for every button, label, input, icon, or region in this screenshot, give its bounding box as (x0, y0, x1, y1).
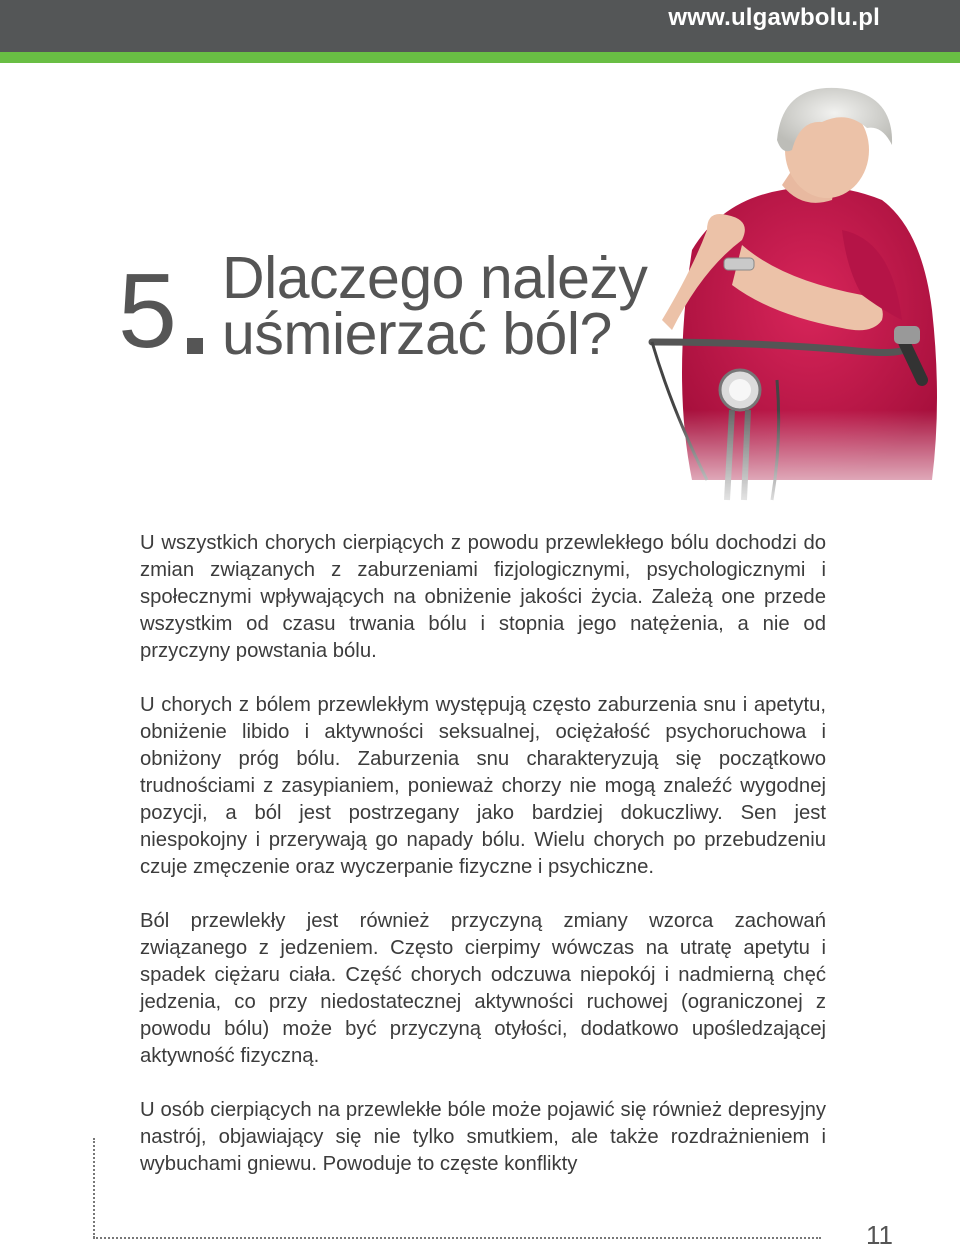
chapter-number: 5 (118, 252, 175, 370)
chapter-number-dot (187, 338, 203, 354)
paragraph-3: Ból przewlekły jest również przyczyną zmiany wzorca zachowań związanego z jedzeniem. Często cierpimy wówczas na utratę apetytu i spadek ciężaru ciała. Część chorych odczuwa niepokój i nadmierną chęć jedzenia, co przy niedostatecznej aktywności ruchowej (ograniczonej z powodu bólu) może być przyczyną otyłości, dodatkowo upośledzającej aktywność fizyczną. (140, 910, 826, 1067)
paragraph-2: U chorych z bólem przewlekłym występują często zaburzenia snu i apetytu, obniżenie libido i aktywności seksualnej, ociężałość psychoruchowa i obniżony próg bólu. Zaburzenia snu charakteryzują się początkowo trudnościami z zasypianiem, ponieważ chorzy nie mogą znaleźć wygodnej pozycji, a ból jest postrzegany jako bardziej dokuczliwy. Sen jest niespokojny i przerywają go napady bólu. Wielu chorych po przebudzeniu czuje zmęczenie oraz wyczerpanie fizyczne i psychiczne. (140, 694, 826, 878)
header-bar (0, 0, 960, 52)
body-text (140, 530, 826, 1205)
paragraph-1: U wszystkich chorych cierpiących z powodu przewlekłego bólu dochodzi do zmian związanych z zaburzeniami fizjologicznymi, psychologicznymi i społecznymi wpływających na obniżenie jakości życia. Zależą one przede wszystkim od czasu trwania bólu i stopnia jego natężenia, a nie od przyczyny powstania bólu. (140, 532, 826, 662)
site-url[interactable]: www.ulgawbolu.pl (668, 4, 880, 31)
page-number: 11 (866, 1220, 893, 1250)
chapter-title-line-1: Dlaczego należy (222, 245, 648, 311)
chapter-title (222, 245, 648, 367)
header-accent-stripe (0, 52, 960, 63)
paragraph-4: U osób cierpiących na przewlekłe bóle może pojawić się również depresyjny nastrój, objawiający się nie tylko smutkiem, ale także rozdrażnieniem i wybuchami gniewu. Powoduje to częste konflikty (140, 1099, 826, 1175)
chapter-title-line-2: uśmierzać ból? (222, 301, 612, 367)
dotted-border-vertical (93, 1138, 95, 1238)
woman-on-bicycle-holding-shoulder-photo (632, 80, 952, 520)
dotted-border-horizontal (93, 1237, 821, 1239)
